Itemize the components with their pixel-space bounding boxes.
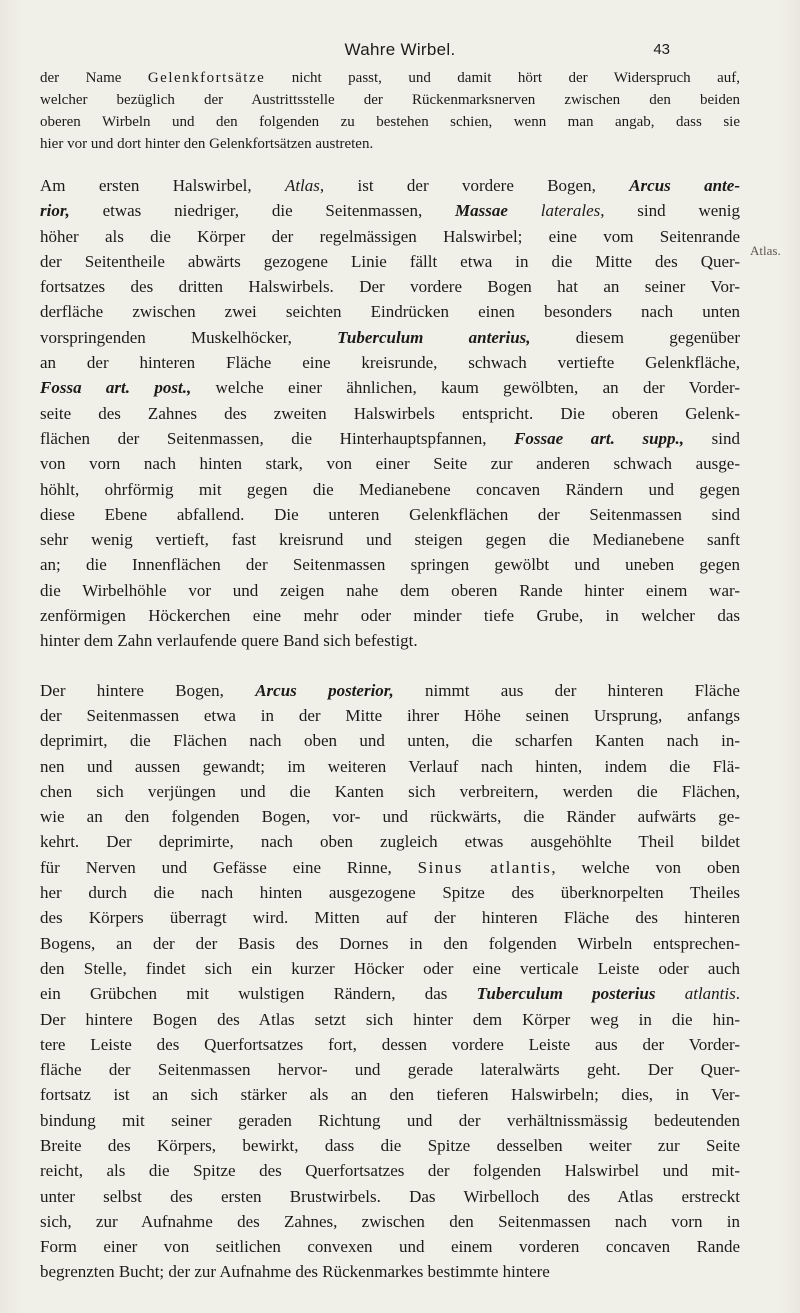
text-run: der Name [40, 70, 148, 86]
text-line [40, 67, 740, 89]
text-line [40, 578, 740, 603]
text-run: sehr wenig vertieft, fast kreisrund und steigen gegen die Medianebene sanft [40, 530, 740, 550]
text-line [40, 350, 740, 375]
text-line [40, 905, 740, 930]
text-line [40, 603, 740, 628]
emphasized-term: rior, [40, 201, 70, 221]
paragraph-1 [40, 67, 740, 155]
paragraph-2 [40, 173, 740, 654]
text-run: kehrt. Der deprimirte, nach oben zugleich etwas ausgehöhlte Theil bildet [40, 832, 740, 852]
text-line [40, 703, 740, 728]
text-line [40, 111, 740, 133]
text-run: Form einer von seitlichen convexen und einem vorderen concaven Rande [40, 1237, 740, 1257]
text-line [40, 224, 740, 249]
text-line [40, 1259, 740, 1284]
paragraph-gap [40, 155, 740, 173]
emphasized-term: Arcus posterior, [255, 680, 394, 700]
text-run: vorspringenden Muskelhöcker, [40, 327, 338, 347]
text-run: begrenzten Bucht; der zur Aufnahme des Rückenmarkes bestimmte hintere [40, 1262, 550, 1282]
text-line [40, 451, 740, 476]
text-run: welche einer ähnlichen, kaum gewölbten, an der Vorder- [191, 378, 740, 398]
text-run: Der hintere Bogen, [40, 680, 256, 700]
text-run: nen und aussen gewandt; im weiteren Verlauf nach hinten, indem die Flä- [40, 756, 740, 776]
emphasized-term: atlantis [684, 984, 736, 1004]
text-run: hier vor und dort hinter den Gelenkfortsätzen austreten. [40, 136, 374, 152]
text-line [40, 1209, 740, 1234]
text-run: fortsatz ist an sich stärker als an den tieferen Halswirbeln; dies, in Ver- [40, 1085, 740, 1105]
text-line [40, 804, 740, 829]
text-line [40, 401, 740, 426]
text-line [40, 754, 740, 779]
text-line [40, 477, 740, 502]
emphasized-term: Gelenkfortsätze [147, 70, 266, 86]
text-run: reicht, als die Spitze des Querfortsatzes der folgenden Halswirbel und mit- [40, 1161, 740, 1181]
emphasized-term: Atlas [284, 176, 320, 195]
body-text [40, 67, 740, 1285]
text-line [40, 1057, 740, 1082]
text-run: fläche der Seitenmassen hervor- und gerade lateralwärts geht. Der Quer- [40, 1060, 740, 1080]
text-run: höher als die Körper der regelmässigen Halswirbel; eine vom Seitenrande [40, 226, 740, 246]
text-run [508, 201, 541, 220]
text-line [40, 375, 740, 400]
text-run: an der hinteren Fläche eine kreisrunde, schwach vertiefte Gelenkfläche, [40, 353, 740, 373]
text-run: flächen der Seitenmassen, die Hinterhauptspfannen, [40, 428, 515, 448]
text-line [40, 198, 740, 223]
text-line [40, 274, 740, 299]
text-run: , sind wenig [600, 201, 740, 221]
emphasized-term: Fossa art. post., [40, 378, 192, 398]
text-run: diesem gegenüber [530, 327, 741, 347]
text-run: sich, zur Aufnahme des Zahnes, zwischen den Seitenmassen nach vorn in [40, 1211, 740, 1231]
text-line [40, 981, 740, 1006]
emphasized-term: Tuberculum posterius [476, 984, 656, 1004]
text-run: nicht passt, und damit hört der Widerspruch auf, [265, 70, 741, 86]
text-line [40, 527, 740, 552]
text-line [40, 173, 740, 198]
text-run: der Seitenmassen etwa in der Mitte ihrer Höhe seinen Ursprung, anfangs [40, 705, 740, 725]
text-run: Der hintere Bogen des Atlas setzt sich hinter dem Körper weg in die hin- [40, 1009, 740, 1029]
text-run: sind [684, 428, 740, 448]
text-line [40, 855, 740, 880]
text-run: zenförmigen Höckerchen eine mehr oder minder tiefe Grube, in welcher das [40, 606, 740, 626]
text-run: , welche von oben [551, 857, 740, 877]
text-line [40, 325, 740, 350]
text-line [40, 628, 740, 653]
text-run: seite des Zahnes des zweiten Halswirbels entspricht. Die oberen Gelenk- [40, 403, 740, 423]
emphasized-term: Arcus ante- [629, 176, 740, 195]
text-line [40, 880, 740, 905]
text-line [40, 1108, 740, 1133]
text-run: . [735, 984, 740, 1004]
text-run: fortsatzes des dritten Halswirbels. Der vordere Bogen hat an seiner Vor- [40, 277, 740, 297]
emphasized-term: Fossae art. supp., [514, 428, 685, 448]
text-line [40, 1082, 740, 1107]
text-line [40, 502, 740, 527]
text-line [40, 1032, 740, 1057]
text-run: diese Ebene abfallend. Die unteren Gelenkflächen der Seitenmassen sind [40, 504, 740, 524]
text-run: ein Grübchen mit wulstigen Rändern, das [40, 984, 477, 1004]
text-run [655, 984, 684, 1003]
text-run: von vorn nach hinten stark, von einer Seite zur anderen schwach ausge- [40, 454, 740, 474]
running-head [0, 40, 800, 64]
text-run: nimmt aus der hinteren Fläche [393, 680, 740, 700]
text-run: hinter dem Zahn verlaufende quere Band sich befestigt. [40, 631, 418, 651]
text-run: der Seitentheile abwärts gezogene Linie fällt etwa in die Mitte des Quer- [40, 251, 740, 271]
text-line [40, 552, 740, 577]
text-run: die Wirbelhöhle vor und zeigen nahe dem oberen Rande hinter einem war- [40, 580, 740, 600]
text-line [40, 299, 740, 324]
text-line [40, 426, 740, 451]
text-line [40, 956, 740, 981]
text-run: etwas niedriger, die Seitenmassen, [69, 201, 456, 221]
text-line [40, 678, 740, 703]
text-line [40, 1234, 740, 1259]
emphasized-term: laterales [540, 201, 601, 221]
text-line [40, 1007, 740, 1032]
emphasized-term: Massae [455, 201, 508, 221]
text-run: Breite des Körpers, bewirkt, dass die Spitze desselben weiter zur Seite [40, 1135, 740, 1155]
paragraph-gap [40, 654, 740, 678]
paragraph-3 [40, 678, 740, 1285]
text-run: an; die Innenflächen der Seitenmassen springen gewölbt und uneben gegen [40, 555, 740, 575]
text-run: Bogens, an der der Basis des Dornes in den folgenden Wirbeln entsprechen- [40, 933, 740, 953]
text-run: derfläche zwischen zwei seichten Eindrücken einen besonders nach unten [40, 302, 740, 322]
emphasized-term: Sinus atlantis [417, 857, 552, 877]
text-line [40, 249, 740, 274]
text-run: chen sich verjüngen und die Kanten sich verbreitern, werden die Flächen, [40, 781, 740, 801]
text-line [40, 779, 740, 804]
text-line [40, 728, 740, 753]
text-run: tere Leiste des Querfortsatzes fort, dessen vordere Leiste aus der Vorder- [40, 1034, 740, 1054]
text-run: , ist der vordere Bogen, [319, 176, 630, 195]
text-line [40, 931, 740, 956]
text-run: wie an den folgenden Bogen, vor- und rückwärts, die Ränder aufwärts ge- [40, 807, 740, 827]
text-run: Am ersten Halswirbel, [40, 176, 285, 195]
text-run: welcher bezüglich der Austrittsstelle der Rückenmarksnerven zwischen den beiden [40, 92, 740, 108]
text-line [40, 1133, 740, 1158]
text-run: bindung mit seiner geraden Richtung und der verhältnissmässig bedeutenden [40, 1110, 740, 1130]
text-run: des Körpers überragt wird. Mitten auf der hinteren Fläche des hinteren [40, 908, 740, 928]
text-line [40, 89, 740, 111]
text-run: höhlt, ohrförmig mit gegen die Medianebene concaven Rändern und gegen [40, 479, 740, 499]
running-title: Wahre Wirbel. [344, 40, 456, 59]
text-line [40, 1158, 740, 1183]
page-number: 43 [653, 41, 670, 58]
text-run: her durch die nach hinten ausgezogene Spitze des überknorpelten Theiles [40, 883, 740, 903]
text-line [40, 133, 740, 155]
text-run: den Stelle, findet sich ein kurzer Höcker oder eine verticale Leiste oder auch [40, 958, 740, 978]
margin-note-atlas: Atlas. [750, 243, 781, 258]
text-run: unter selbst des ersten Brustwirbels. Das Wirbelloch des Atlas erstreckt [40, 1186, 740, 1206]
emphasized-term: Tuberculum anterius, [337, 327, 531, 347]
text-line [40, 829, 740, 854]
text-run: für Nerven und Gefässe eine Rinne, [40, 857, 418, 877]
text-line [40, 1184, 740, 1209]
text-run: deprimirt, die Flächen nach oben und unten, die scharfen Kanten nach in- [40, 731, 740, 751]
text-run: oberen Wirbeln und den folgenden zu bestehen schien, wenn man angab, dass sie [40, 114, 740, 130]
